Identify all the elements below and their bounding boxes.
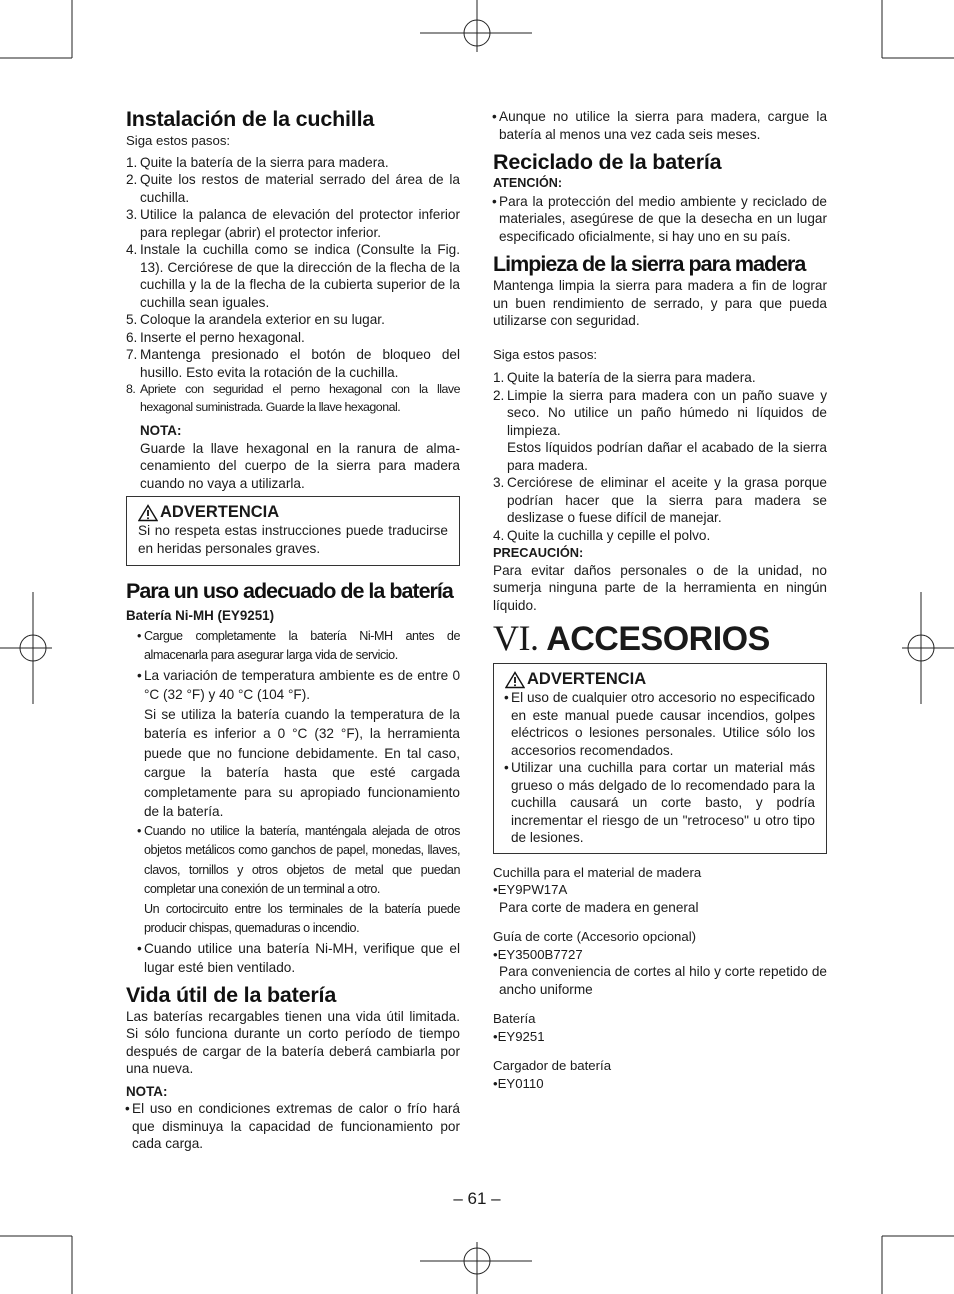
life-note-bullets [126, 1100, 460, 1153]
install-step: 5. Coloque la arandela exterior en su lugar. [126, 312, 385, 327]
right-column [493, 108, 827, 1092]
accessory-item [493, 1057, 827, 1092]
proper-use-extra: Un cortocircuito entre los terminales de la batería puede producir chispas, quemaduras o incendio. [144, 901, 460, 935]
accessories-warning-item: • Utilizar una cuchilla para cortar un material más grueso o más delgado de lo recomendado para la cuchilla causará un corte basto, y podría incrementar el riesgo de un "retroceso" u otro tipo de lesiones. [504, 760, 815, 845]
top-bullets [493, 108, 827, 143]
accessories-heading [493, 618, 827, 659]
accessories-warning-bullets [505, 689, 815, 847]
install-step: 7. Mantenga presionado el botón de bloqueo del husillo. Esto evita la rotación de la cuchilla. [126, 347, 460, 380]
life-note-item: • El uso en condiciones extremas de calor o frío hará que disminuya la capacidad de funcionamiento por cada carga. [125, 1101, 460, 1151]
install-note-label: NOTA: [140, 423, 182, 438]
accessory-name: Cargador de batería [493, 1058, 612, 1073]
life-note-label: NOTA: [126, 1083, 168, 1099]
install-note-text: Guarde la llave hexagonal en la ranura de almacenamiento del cuerpo de la sierra para madera cuando no vaya a utilizarla. [140, 440, 460, 491]
accessory-name: Guía de corte (Accesorio opcional) [493, 929, 697, 944]
cleaning-intro: Mantenga limpia la sierra para madera a fin de lograr un buen rendimiento de serrado, y para que pueda utilizarse con seguridad. [493, 278, 827, 328]
accessory-name: Cuchilla para el material de madera [493, 864, 702, 880]
proper-use-extra: Si se utiliza la batería cuando la temperatura de la batería es inferior a 0 °C (32 °F), la herramienta puede que no funcione debidamente. En tal caso, cargue la batería hasta que esté cargada completamente para su apropiado funcionamiento de la batería. [144, 706, 460, 819]
install-steps [126, 154, 460, 417]
proper-use-title: Para un uso adecuado de la batería [126, 579, 453, 603]
accessory-list [493, 864, 827, 1093]
accessory-code: •EY0110 [493, 1075, 544, 1091]
caution-label: PRECAUCIÓN: [493, 545, 584, 560]
accessory-desc: Para conveniencia de cortes al hilo y corte repetido de ancho uniforme [499, 964, 827, 997]
recycle-item: • Para la protección del medio ambiente y reciclado de materiales, asegúrese de que la desecha en un lugar especificado oficialmente, si hay uno en su país. [492, 193, 827, 244]
accessory-item [493, 1010, 827, 1045]
cleaning-step: 4. Quite la cuchilla y cepille el polvo. [493, 527, 711, 543]
warning-heading [138, 503, 448, 522]
accessory-desc: Para corte de madera en general [499, 899, 699, 915]
accessories-warning-item: • El uso de cualquier otro accesorio no especificado en este manual puede causar incendios, golpes eléctricos o lesiones personales. Utilice sólo los accesorios recomendados. [504, 690, 815, 758]
proper-use-subtitle: Batería Ni-MH (EY9251) [126, 608, 275, 623]
install-warning-box [126, 496, 460, 566]
accessories-title: ACCESORIOS [546, 620, 770, 658]
cleaning-step: 3. Cerciórese de eliminar el aceite y la grasa porque podrían hacer que la sierra para madera se deslizase o fuese difícil de manejar. [493, 475, 827, 525]
warning-text: Si no respeta estas instrucciones puede traducirse en heridas personales graves. [138, 523, 448, 556]
proper-use-item: • La variación de temperatura ambiente es de entre 0 °C (32 °F) y 40 °C (104 °F). Si se utiliza la batería cuando la temperatura de la batería es inferior a 0 °C (32 °F), la herramienta puede que no funcione debidamente. En tal caso, cargue la batería hasta que esté cargada completamente para su apropiado funcionamiento de la batería. [138, 666, 460, 822]
recycle-attention-label: ATENCIÓN: [493, 176, 563, 190]
page-number: – 61 – [453, 1189, 501, 1208]
proper-use-item: • Cargue completamente la batería Ni-MH antes de almacenarla para asegurar larga vida de servicio. [137, 628, 460, 662]
warning-title: ADVERTENCIA [527, 670, 647, 688]
accessory-name: Batería [493, 1011, 536, 1026]
life-text: Las baterías recargables tienen una vida útil limitada. Si sólo funciona durante un corto período de tiempo después de cargar de la batería deberá cambiarla por una nueva. [126, 1008, 460, 1076]
install-step: 4. Instale la cuchilla como se indica (Consulte la Fig. 13). Cerciórese de que la dirección de la flecha de la cuchilla y la de la flecha de la cubierta superior de la cuchilla sean iguales. [126, 242, 460, 310]
life-title: Vida útil de la batería [126, 982, 337, 1007]
install-step: 2. Quite los restos de material serrado del área de la cuchilla. [126, 172, 460, 205]
warning-heading [505, 670, 815, 689]
accessory-code: •EY3500B7727 [493, 946, 583, 962]
install-step: 8. Apriete con seguridad el perno hexagonal con la llave hexagonal suministrada. Guarde la llave hexagonal. [126, 382, 460, 414]
proper-use-bullets [138, 627, 460, 978]
top-bullet-item: • Aunque no utilice la sierra para madera, cargue la batería al menos una vez cada seis meses. [492, 109, 827, 142]
caution-text: Para evitar daños personales o de la unidad, no sumerja ninguna parte de la herramienta en ningún líquido. [493, 562, 827, 613]
cleaning-steps-intro: Siga estos pasos: [493, 346, 598, 362]
install-title: Instalación de la cuchilla [126, 107, 375, 131]
warning-title: ADVERTENCIA [160, 503, 280, 521]
cleaning-step: 2. Limpie la sierra para madera con un paño suave y seco. No utilice un paño húmedo ni líquidos de limpieza. Estos líquidos podrían dañar el acabado de la sierra para madera. [493, 387, 827, 473]
accessory-code: •EY9251 [493, 1028, 545, 1044]
recycle-bullets [493, 193, 827, 246]
install-step: 3. Utilice la palanca de elevación del protector inferior para replegar (abrir) el protector inferior. [126, 207, 460, 240]
cleaning-title: Limpieza de la sierra para madera [493, 252, 806, 276]
warning-triangle-icon [505, 671, 525, 689]
install-step: 1. Quite la batería de la sierra para madera. [126, 154, 389, 170]
left-column [126, 106, 460, 1153]
section-roman-numeral: VI. [493, 618, 539, 658]
install-step: 6. Inserte el perno hexagonal. [126, 329, 305, 345]
proper-use-item: • Cuando no utilice la batería, manténgala alejada de otros objetos metálicos como ganchos de papel, monedas, llaves, clavos, tornillos y otros objetos de metal que puedan completar una conexión de un terminal a otro. Un cortocircuito entre los terminales de la batería puede producir chispas, quemaduras o incendio. [138, 822, 460, 939]
accessory-code: •EY9PW17A [493, 882, 568, 897]
warning-triangle-icon [138, 504, 158, 522]
accessory-item [493, 928, 827, 998]
cleaning-steps [493, 369, 827, 544]
recycle-title: Reciclado de la batería [493, 150, 722, 174]
cleaning-step: 1. Quite la batería de la sierra para madera. [493, 370, 756, 385]
accessory-item [493, 864, 827, 917]
cleaning-step-extra: Estos líquidos podrían dañar el acabado de la sierra para madera. [507, 440, 827, 473]
proper-use-item: • Cuando utilice una batería Ni-MH, verifique que el lugar esté bien ventilado. [137, 940, 460, 975]
install-intro: Siga estos pasos: [126, 133, 231, 148]
accessories-warning-box [493, 663, 827, 854]
